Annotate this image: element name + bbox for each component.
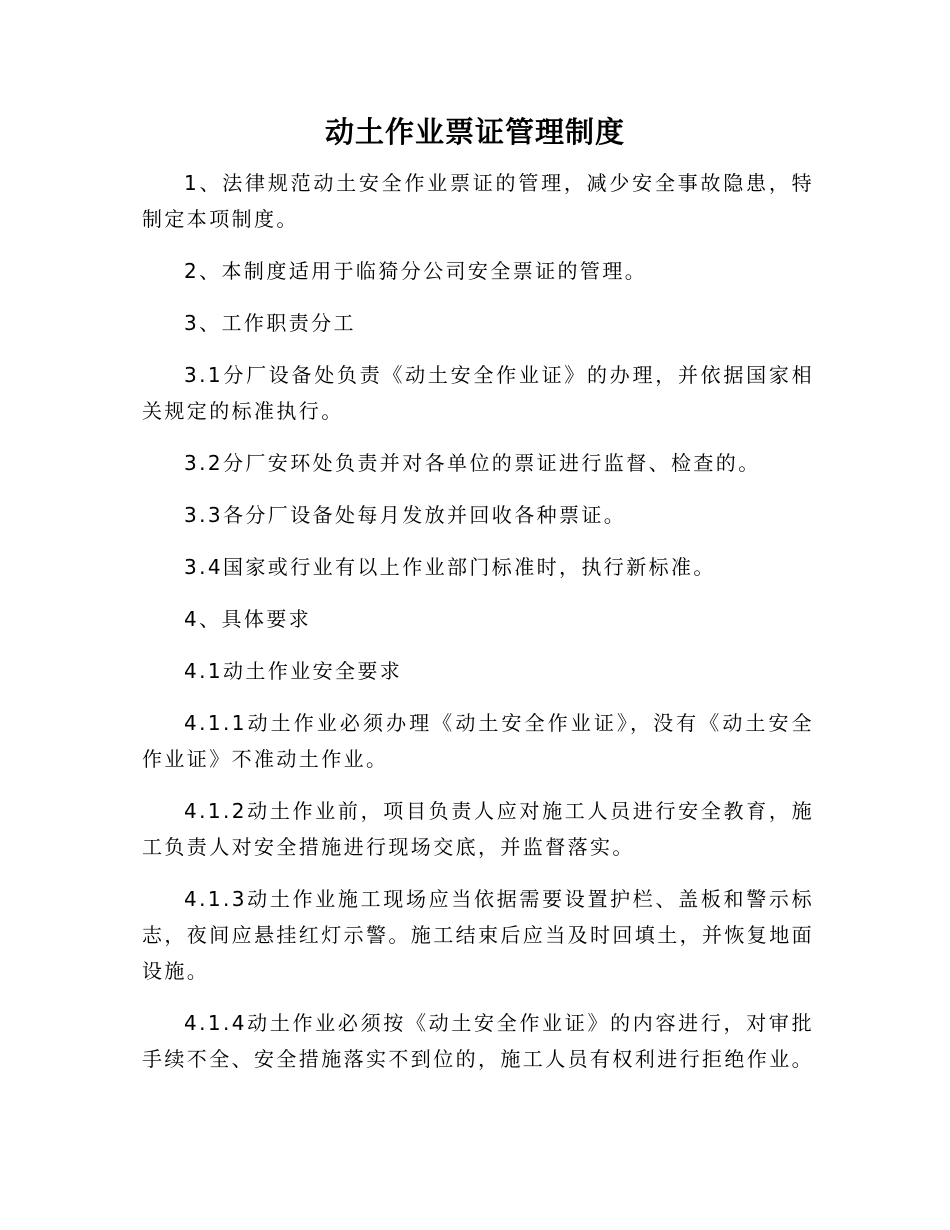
paragraph-3-2: 3.2分厂安环处负责并对各单位的票证进行监督、检查的。	[184, 451, 761, 475]
document-title: 动土作业票证管理制度	[324, 115, 625, 149]
paragraph-4-1-4: 4.1.4动土作业必须按《动土安全作业证》的内容进行，对审批手续不全、安全措施落实不到位的，施工人员有权利进行拒绝作业。	[142, 1011, 814, 1071]
paragraph-3-1: 3.1分厂设备处负责《动土安全作业证》的办理，并依据国家相关规定的标准执行。	[142, 363, 814, 423]
paragraph-4-1-3: 4.1.3动土作业施工现场应当依据需要设置护栏、盖板和警示标志，夜间应悬挂红灯示警。施工结束后应当及时回填土，并恢复地面设施。	[142, 887, 814, 983]
paragraph-3-3: 3.3各分厂设备处每月发放并回收各种票证。	[184, 503, 627, 527]
paragraph-4: 4、具体要求	[184, 607, 312, 631]
paragraph-3: 3、工作职责分工	[184, 311, 356, 335]
paragraph-4-1-2: 4.1.2动土作业前，项目负责人应对施工人员进行安全教育，施工负责人对安全措施进行现场交底，并监督落实。	[142, 799, 814, 859]
paragraph-2: 2、本制度适用于临猗分公司安全票证的管理。	[184, 259, 648, 283]
paragraph-4-1: 4.1动土作业安全要求	[184, 659, 403, 683]
paragraph-3-4: 3.4国家或行业有以上作业部门标准时，执行新标准。	[184, 555, 716, 579]
paragraph-4-1-1: 4.1.1动土作业必须办理《动土安全作业证》，没有《动土安全作业证》不准动土作业。	[142, 711, 814, 771]
paragraph-1: 1、法律规范动土安全作业票证的管理，减少安全事故隐患，特制定本项制度。	[142, 171, 814, 231]
document-body	[142, 165, 814, 1093]
